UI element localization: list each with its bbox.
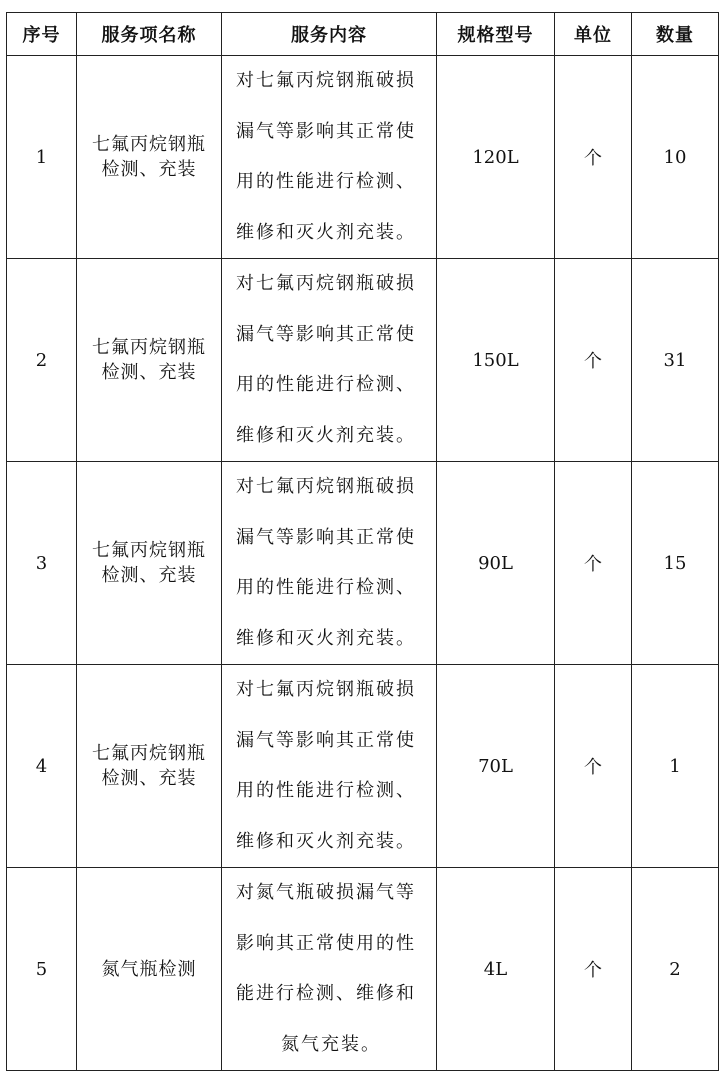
- cell-name: [77, 259, 222, 462]
- cell-unit: 个: [555, 868, 632, 1071]
- cell-index: 5: [7, 868, 77, 1071]
- content-line: 用的性能进行检测、: [236, 171, 416, 192]
- cell-index: 2: [7, 259, 77, 462]
- cell-name: [77, 462, 222, 665]
- name-line: 检测、充装: [101, 159, 197, 180]
- table-row: [7, 259, 719, 462]
- table-row: [7, 665, 719, 868]
- name-line: 检测、充装: [101, 768, 197, 789]
- cell-name: [77, 665, 222, 868]
- content-line: 维修和灭火剂充装。: [236, 627, 416, 649]
- content-line: 用的性能进行检测、: [236, 577, 416, 598]
- content-line: 对七氟丙烷钢瓶破损: [236, 679, 416, 700]
- name-line: 七氟丙烷钢瓶: [92, 134, 206, 155]
- table-row: [7, 868, 719, 1071]
- cell-qty: 15: [632, 462, 719, 665]
- table-row: [7, 462, 719, 665]
- content-line: 对七氟丙烷钢瓶破损: [236, 476, 416, 497]
- name-line: 七氟丙烷钢瓶: [92, 540, 206, 561]
- name-line: 检测、充装: [101, 362, 197, 383]
- cell-qty: 31: [632, 259, 719, 462]
- content-line: 用的性能进行检测、: [236, 374, 416, 395]
- name-line: 氮气瓶检测: [101, 958, 197, 980]
- cell-spec: 90L: [437, 462, 555, 665]
- content-line: 维修和灭火剂充装。: [236, 221, 416, 243]
- cell-spec: 150L: [437, 259, 555, 462]
- cell-index: 1: [7, 56, 77, 259]
- header-index: 序号: [7, 13, 77, 56]
- cell-index: 4: [7, 665, 77, 868]
- cell-content: [222, 462, 437, 665]
- service-table: [6, 12, 719, 1071]
- cell-spec: 4L: [437, 868, 555, 1071]
- cell-spec: 120L: [437, 56, 555, 259]
- content-line: 能进行检测、维修和: [236, 983, 416, 1004]
- table-row: [7, 56, 719, 259]
- header-name: 服务项名称: [77, 13, 222, 56]
- cell-content: [222, 56, 437, 259]
- cell-unit: 个: [555, 462, 632, 665]
- cell-content: [222, 665, 437, 868]
- content-line: 维修和灭火剂充装。: [236, 424, 416, 446]
- content-line: 用的性能进行检测、: [236, 780, 416, 801]
- content-line: 漏气等影响其正常使: [236, 526, 416, 548]
- cell-content: [222, 259, 437, 462]
- cell-unit: 个: [555, 259, 632, 462]
- content-line: 对七氟丙烷钢瓶破损: [236, 70, 416, 91]
- cell-index: 3: [7, 462, 77, 665]
- name-line: 检测、充装: [101, 565, 197, 586]
- header-content: 服务内容: [222, 13, 437, 56]
- header-row: [7, 13, 719, 56]
- cell-spec: 70L: [437, 665, 555, 868]
- content-line: 漏气等影响其正常使: [236, 120, 416, 142]
- cell-name: [77, 56, 222, 259]
- content-line: 对氮气瓶破损漏气等: [236, 882, 416, 903]
- cell-unit: 个: [555, 56, 632, 259]
- cell-content: [222, 868, 437, 1071]
- header-unit: 单位: [555, 13, 632, 56]
- name-line: 七氟丙烷钢瓶: [92, 337, 206, 358]
- cell-name: [77, 868, 222, 1071]
- cell-qty: 10: [632, 56, 719, 259]
- cell-qty: 1: [632, 665, 719, 868]
- content-line: 氮气充装。: [281, 1033, 381, 1055]
- name-line: 七氟丙烷钢瓶: [92, 743, 206, 764]
- header-spec: 规格型号: [437, 13, 555, 56]
- cell-unit: 个: [555, 665, 632, 868]
- content-line: 漏气等影响其正常使: [236, 323, 416, 345]
- content-line: 维修和灭火剂充装。: [236, 830, 416, 852]
- content-line: 漏气等影响其正常使: [236, 729, 416, 751]
- content-line: 影响其正常使用的性: [236, 932, 416, 954]
- cell-qty: 2: [632, 868, 719, 1071]
- content-line: 对七氟丙烷钢瓶破损: [236, 273, 416, 294]
- header-qty: 数量: [632, 13, 719, 56]
